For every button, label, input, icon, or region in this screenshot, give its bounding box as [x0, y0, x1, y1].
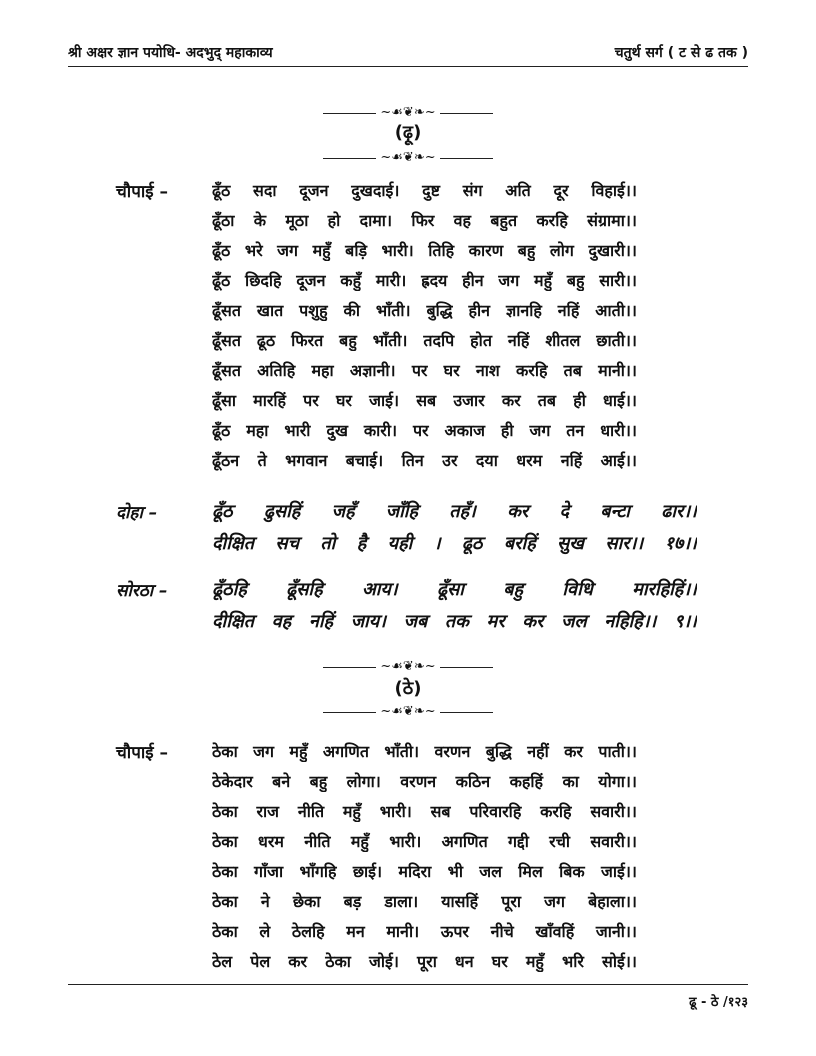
verse-line: ठेका राज नीति महुँ भारी। सब परिवारहि करहि सवारी।।	[212, 802, 637, 821]
verse-line: ढूँठा के मूठा हो दामा। फिर वह बहुत करहि संग्रामा।।	[212, 211, 637, 230]
doha-line: ढूँठ ढुसहिं जहँ जाँहि तहँ। कर दे बन्टा ढार।।	[212, 501, 697, 522]
verse-line: ठेकेदार बने बहु लोगा। वरणन कठिन कहहिं का योगा।।	[212, 772, 637, 791]
header-chapter-title: चतुर्थ सर्ग ( ट से ढ तक )	[614, 45, 748, 62]
footer-rule	[68, 984, 748, 985]
verse-line: ढूँसत खात पशुहु की भाँती। बुद्धि हीन ज्ञानहि नहिं आती।।	[212, 301, 637, 320]
flourish-icon: ~☙❦❧~	[376, 705, 439, 719]
verse-line: ठेका ले ठेलहि मन मानी। ऊपर नीचे खाँवहिं जानी।।	[212, 922, 637, 941]
verse-line: ढूँसत ढूठ फिरत बहु भाँती। तदपि होत नहिं शीतल छाती।।	[212, 331, 637, 350]
flourish-icon: ~☙❦❧~	[376, 660, 439, 674]
verse-line: ठेका गाँजा भाँगहि छाई। मदिरा भी जल मिल बिक जाई।।	[212, 862, 637, 881]
verse-line: ढूँसा मारहिं पर घर जाई। सब उजार कर तब ही धाई।।	[212, 391, 637, 410]
verse-line: ठेका धरम नीति महुँ भारी। अगणित गद्दी रची सवारी।।	[212, 832, 637, 851]
flourish-icon: ~☙❦❧~	[376, 151, 439, 165]
verse-line: ढूँठ भरे जग महुँ बड़ि भारी। तिहि कारण बहु लोग दुखारी।।	[212, 241, 637, 260]
verse-line: ठेका ने छेका बड़ डाला। यासहिं पूरा जग बेहाला।।	[212, 892, 637, 911]
verse-line: ढूँठ सदा दूजन दुखदाई। दुष्ट संग अति दूर विहाई।।	[212, 181, 637, 200]
chaupai-label: चौपाई –	[116, 743, 169, 763]
ornament-bottom-2	[0, 700, 816, 719]
sortha-line: ढूँठहि ढूँसहि आय। ढूँसा बहु विधि मारहिहिं।।	[212, 579, 697, 600]
verse-line: ढूँठ छिदहि दूजन कहुँ मारी। ह्रदय हीन जग महुँ बहु सारी।।	[212, 271, 637, 290]
section-title-dhu: (ढ़ू)	[394, 122, 422, 143]
sortha-label: सोरठा –	[116, 581, 168, 601]
verse-line: ढूँसत अतिहि महा अज्ञानी। पर घर नाश करहि तब मानी।।	[212, 361, 637, 380]
ornament-top-2	[0, 655, 816, 674]
page-number: ढू - ठे /१२३	[689, 995, 748, 1010]
doha-line: दीक्षित सच तो है यही । ढूठ बरहिं सुख सार।। १७।।	[212, 533, 697, 554]
sortha-line: दीक्षित वह नहिं जाय। जब तक मर कर जल नहिहि।। ९।।	[212, 611, 697, 632]
verse-line: ढूँठन ते भगवान बचाई। तिन उर दया धरम नहिं आई।।	[212, 451, 637, 470]
verse-line: ढूँठ महा भारी दुख कारी। पर अकाज ही जग तन धारी।।	[212, 421, 637, 440]
flourish-icon: ~☙❦❧~	[376, 106, 439, 120]
header-book-title: श्री अक्षर ज्ञान पयोधि- अदभुद् महाकाव्य	[68, 45, 273, 62]
ornament-bottom-1	[0, 146, 816, 165]
ornament-top-1	[0, 101, 816, 120]
verse-line: ठेका जग महुँ अगणित भाँती। वरणन बुद्धि नहीं कर पाती।।	[212, 742, 637, 761]
doha-label: दोहा –	[116, 503, 158, 523]
chaupai-label: चौपाई –	[116, 182, 169, 202]
section-title-the: (ठे)	[394, 678, 422, 699]
verse-line: ठेल पेल कर ठेका जोई। पूरा धन घर महुँ भरि सोई।।	[212, 952, 637, 971]
running-header	[68, 36, 748, 67]
